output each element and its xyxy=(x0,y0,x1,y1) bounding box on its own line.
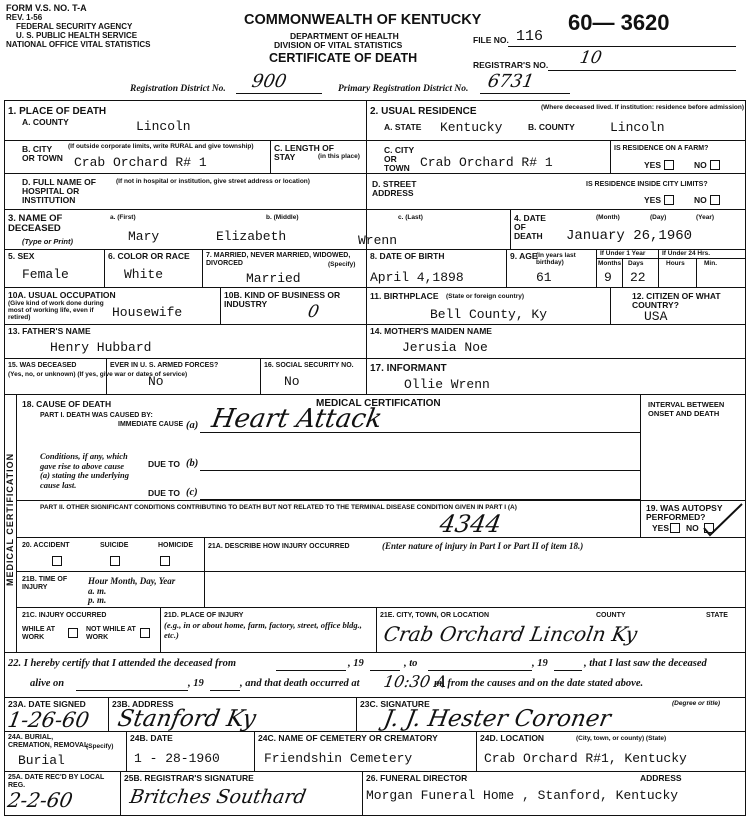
cause-b-marker: (b) xyxy=(186,458,199,469)
signature-handwritten: J. J. Hester Coroner xyxy=(381,706,613,732)
medical-heading: MEDICAL CERTIFICATION xyxy=(316,398,441,409)
injury-how-label: 21A. DESCRIBE HOW INJURY OCCURRED xyxy=(208,543,350,550)
while-at-work-label: WHILE AT WORK xyxy=(22,626,56,641)
hospital-label: D. FULL NAME OF HOSPITAL OR INSTITUTION xyxy=(22,177,96,205)
race-label: 6. COLOR OR RACE xyxy=(108,251,190,261)
marital-status: Married xyxy=(246,271,301,286)
res-state-label: A. STATE xyxy=(384,122,422,132)
agency-line-3: NATIONAL OFFICE VITAL STATISTICS xyxy=(6,40,151,49)
farm-no-checkbox[interactable] xyxy=(710,160,720,170)
due-to-c-label: DUE TO xyxy=(148,488,180,498)
veteran: No xyxy=(148,374,164,389)
usual-residence-label: 2. USUAL RESIDENCE xyxy=(370,106,477,117)
cemetery-label: 24C. NAME OF CEMETERY OR CREMATORY xyxy=(258,733,438,743)
injury-how-note: (Enter nature of injury in Part I or Part II of item 18.) xyxy=(382,541,584,551)
registrar-no-label: REGISTRAR'S NO. xyxy=(473,60,549,70)
occupation-note: (Give kind of work done during most of working life, even if retired) xyxy=(8,300,104,321)
street-label: D. STREET ADDRESS xyxy=(372,179,417,198)
middle-name-label: b. (Middle) xyxy=(266,214,299,221)
day-label: (Day) xyxy=(650,214,667,221)
certify-19a: , 19 xyxy=(348,658,364,669)
cemetery: Friendshin Cemetery xyxy=(264,751,413,766)
agency-line-1: FEDERAL SECURITY AGENCY xyxy=(16,22,133,31)
date-received-label: 25A. DATE REC'D BY LOCAL REG. xyxy=(8,774,105,789)
informant-label: 17. INFORMANT xyxy=(370,363,447,374)
res-city-label: C. CITY OR TOWN xyxy=(384,145,415,173)
pod-city-label: B. CITY OR TOWN xyxy=(22,144,63,163)
age-years: 61 xyxy=(536,270,552,285)
birthplace: Bell County, Ky xyxy=(430,307,548,322)
funeral-director-label: 26. FUNERAL DIRECTOR xyxy=(366,773,468,783)
division-line: DIVISION OF VITAL STATISTICS xyxy=(274,40,403,50)
degree-label: (Degree or title) xyxy=(672,700,721,707)
primary-reg-label: Primary Registration District No. xyxy=(338,84,469,94)
first-name-label: a. (First) xyxy=(110,214,136,221)
cause-a: Heart Attack xyxy=(209,404,385,434)
certify-last-saw: , that I last saw the deceased xyxy=(584,658,707,669)
burial-location: Crab Orchard R#1, Kentucky xyxy=(484,751,687,766)
am-label: a. m. xyxy=(88,586,107,596)
part1-label: PART I. DEATH WAS CAUSED BY: xyxy=(40,412,153,419)
middle-name: Elizabeth xyxy=(216,229,287,244)
certify-19c: , 19 xyxy=(188,678,204,689)
burial-date: 1 - 28-1960 xyxy=(134,751,220,766)
not-while-at-work-checkbox[interactable] xyxy=(140,628,150,638)
age-note: (In years last birthday) xyxy=(536,252,576,266)
file-no-value: 116 xyxy=(516,28,544,45)
burial-note: (Specify) xyxy=(86,743,114,750)
form-revision: REV. 1-56 xyxy=(6,13,43,22)
farm-yes-label: YES xyxy=(644,160,662,170)
res-county-label: B. COUNTY xyxy=(528,122,575,132)
place-of-injury-note: (e.g., in or about home, farm, factory, street, office bldg., etc.) xyxy=(164,620,362,640)
interval-label: INTERVAL BETWEEN ONSET AND DEATH xyxy=(648,400,725,418)
injury-occurred-label: 21C. INJURY OCCURRED xyxy=(22,612,107,619)
autopsy-no-label: NO xyxy=(686,523,699,533)
accident-checkbox[interactable] xyxy=(52,556,62,566)
month-label: (Month) xyxy=(596,214,620,221)
year-label: (Year) xyxy=(696,214,715,221)
hospital-note: (If not in hospital or institution, give street address or location) xyxy=(116,178,310,185)
location-state-label: STATE xyxy=(706,612,728,619)
sex-label: 5. SEX xyxy=(8,251,35,261)
due-to-b-label: DUE TO xyxy=(148,459,180,469)
not-while-at-work-label: NOT WHILE AT WORK xyxy=(86,626,136,641)
date-received: 2-2-60 xyxy=(5,788,75,812)
date-of-birth: April 4,1898 xyxy=(370,270,464,285)
city-no-label: NO xyxy=(694,195,707,205)
burial-location-note: (City, town, or county) (State) xyxy=(576,735,667,742)
ssn: No xyxy=(284,374,300,389)
certify-from-causes: m, from the causes and on the date stated above. xyxy=(434,678,644,689)
name-label-note: (Type or Print) xyxy=(22,237,73,246)
autopsy-check-mark xyxy=(700,502,746,538)
certify-death-occurred: , and that death occurred at xyxy=(240,678,360,689)
occupation: Housewife xyxy=(112,305,183,320)
funeral-address-label: ADDRESS xyxy=(640,773,682,783)
date-of-death-label: 4. DATE OF DEATH xyxy=(514,213,546,241)
farm-yes-checkbox[interactable] xyxy=(664,160,674,170)
date-signed-label: 23A. DATE SIGNED xyxy=(8,699,86,709)
file-no-handwritten: 60— 3620 xyxy=(568,10,670,35)
age-months: 9 xyxy=(604,270,612,285)
res-city: Crab Orchard R# 1 xyxy=(420,155,553,170)
part2-label: PART II. OTHER SIGNIFICANT CONDITIONS CONTRIBUTING TO DEATH BUT NOT RELATED TO THE TERMINAL DISEASE CONDITION GIVEN IN PART I (A) xyxy=(40,504,517,511)
hours-label: Hours xyxy=(666,260,685,267)
reg-district-value: 900 xyxy=(250,71,289,92)
age-label: 9. AGE xyxy=(510,251,538,261)
informant: Ollie Wrenn xyxy=(404,377,490,392)
city-no-checkbox[interactable] xyxy=(710,195,720,205)
pod-county: Lincoln xyxy=(136,119,191,134)
mother-label: 14. MOTHER'S MAIDEN NAME xyxy=(370,326,492,336)
burial: Burial xyxy=(18,753,65,768)
place-of-death-label: 1. PLACE OF DEATH xyxy=(8,106,107,117)
primary-reg-value: 6731 xyxy=(486,71,536,92)
commonwealth-title: COMMONWEALTH OF KENTUCKY xyxy=(244,12,482,28)
farm-no-label: NO xyxy=(694,160,707,170)
res-state: Kentucky xyxy=(440,120,503,135)
accident-label: 20. ACCIDENT xyxy=(22,542,70,549)
veteran-note: (Yes, no, or unknown) (If yes, give war or dates of service) xyxy=(8,371,188,378)
funeral-director: Morgan Funeral Home , Stanford, Kentucky xyxy=(366,788,679,803)
cause-label: 18. CAUSE OF DEATH xyxy=(22,399,112,409)
place-of-injury-label: 21D. PLACE OF INJURY xyxy=(164,612,244,619)
certificate-title: CERTIFICATE OF DEATH xyxy=(269,51,418,65)
registrar-no-value: 10 xyxy=(578,48,604,68)
veteran-label-a: 15. WAS DECEASED xyxy=(8,362,77,369)
reg-district-label: Registration District No. xyxy=(130,84,226,94)
registrar-signature: Britches Southard xyxy=(128,786,308,808)
citizen-label: 12. CITIZEN OF WHAT COUNTRY? xyxy=(632,291,721,310)
address-label: 23B. ADDRESS xyxy=(112,699,174,709)
city-yes-label: YES xyxy=(644,195,662,205)
residence-note: (Where deceased lived. If institution: residence before admission) xyxy=(541,104,744,111)
last-name: Wrenn xyxy=(358,233,398,248)
time-of-injury-label: 21B. TIME OF INJURY xyxy=(22,576,68,591)
certify-to: , to xyxy=(404,658,418,669)
res-county: Lincoln xyxy=(610,120,665,135)
signature-label: 23C. SIGNATURE xyxy=(360,699,430,709)
first-name: Mary xyxy=(128,229,160,244)
homicide-checkbox[interactable] xyxy=(160,556,170,566)
pod-city: Crab Orchard R# 1 xyxy=(74,155,207,170)
business: 0 xyxy=(306,302,321,322)
autopsy-yes-checkbox[interactable] xyxy=(670,523,680,533)
date-signed: 1-26-60 xyxy=(5,708,92,732)
birthplace-note: (State or foreign country) xyxy=(446,293,525,300)
pod-county-label: A. COUNTY xyxy=(22,117,69,127)
file-no-label: FILE NO. xyxy=(473,35,509,45)
name-of-deceased-label: 3. NAME OF DECEASED xyxy=(8,213,63,234)
autopsy-label: 19. WAS AUTOPSY PERFORMED? xyxy=(646,503,723,522)
dob-label: 8. DATE OF BIRTH xyxy=(370,251,445,261)
certify-line-1: 22. I hereby certify that I attended the deceased from xyxy=(8,658,237,669)
burial-label: 24A. BURIAL, CREMATION, REMOVAL xyxy=(8,734,89,749)
under-1-year-label: If Under 1 Year xyxy=(600,250,646,257)
ssn-label: 16. SOCIAL SECURITY NO. xyxy=(264,362,354,369)
pm-label: p. m. xyxy=(88,595,107,605)
veteran-label-b: EVER IN U. S. ARMED FORCES? xyxy=(110,362,219,369)
stay-note: (in this place) xyxy=(318,153,360,160)
stay-label: C. LENGTH OF STAY xyxy=(274,143,334,162)
father-label: 13. FATHER'S NAME xyxy=(8,326,91,336)
father-name: Henry Hubbard xyxy=(50,340,152,355)
certify-time-handwritten: 10:30 A xyxy=(382,672,449,691)
homicide-label: HOMICIDE xyxy=(158,542,193,549)
part2-handwritten: 4344 xyxy=(437,510,504,538)
date-of-death: January 26,1960 xyxy=(566,228,693,244)
burial-date-label: 24B. DATE xyxy=(130,733,173,743)
cause-c-marker: (c) xyxy=(186,487,198,498)
pod-city-note: (If outside corporate limits, write RURAL and give township) xyxy=(68,143,254,150)
birthplace-label: 11. BIRTHPLACE xyxy=(370,291,439,301)
suicide-label: SUICIDE xyxy=(100,542,129,549)
certify-19b: , 19 xyxy=(532,658,548,669)
department-line: DEPARTMENT OF HEALTH xyxy=(290,31,399,41)
address-handwritten: Stanford Ky xyxy=(115,706,258,732)
inside-city-question: IS RESIDENCE INSIDE CITY LIMITS? xyxy=(586,181,708,188)
days-label: Days xyxy=(628,260,644,267)
race: White xyxy=(124,267,164,282)
citizen: USA xyxy=(644,309,668,324)
agency-line-2: U. S. PUBLIC HEALTH SERVICE xyxy=(16,31,138,40)
last-name-label: c. (Last) xyxy=(398,214,423,221)
farm-question: IS RESIDENCE ON A FARM? xyxy=(614,145,709,152)
form-number: FORM V.S. NO. T-A xyxy=(6,3,87,13)
mother-name: Jerusia Noe xyxy=(402,340,488,355)
marital-note: (Specify) xyxy=(328,261,356,268)
while-at-work-checkbox[interactable] xyxy=(68,628,78,638)
injury-location-handwritten: Crab Orchard Lincoln Ky xyxy=(381,622,640,646)
certify-alive-on: alive on xyxy=(30,678,65,689)
city-yes-checkbox[interactable] xyxy=(664,195,674,205)
location-label: 21E. CITY, TOWN, OR LOCATION xyxy=(380,612,490,619)
age-days: 22 xyxy=(630,270,646,285)
months-label: Months xyxy=(598,260,622,267)
suicide-checkbox[interactable] xyxy=(110,556,120,566)
time-of-injury-note: Hour Month, Day, Year xyxy=(88,576,176,586)
min-label: Min. xyxy=(704,260,717,267)
burial-location-label: 24D. LOCATION xyxy=(480,733,545,743)
immediate-cause-label: IMMEDIATE CAUSE xyxy=(118,421,184,428)
cause-a-marker: (a) xyxy=(186,420,199,431)
business-label: 10B. KIND OF BUSINESS OR INDUSTRY xyxy=(224,290,341,309)
conditions-note: Conditions, if any, which gave rise to above cause (a) stating the underlying cause last. xyxy=(40,451,130,490)
under-24-hrs-label: If Under 24 Hrs. xyxy=(662,250,711,257)
location-county-label: COUNTY xyxy=(596,612,626,619)
sex: Female xyxy=(22,267,69,282)
marital-label: 7. MARRIED, NEVER MARRIED, WIDOWED, DIVORCED xyxy=(206,252,351,267)
occupation-label: 10A. USUAL OCCUPATION xyxy=(8,290,116,300)
medical-side-label: MEDICAL CERTIFICATION xyxy=(5,452,15,586)
autopsy-yes-label: YES xyxy=(652,523,670,533)
registrar-signature-label: 25B. REGISTRAR'S SIGNATURE xyxy=(124,773,254,783)
